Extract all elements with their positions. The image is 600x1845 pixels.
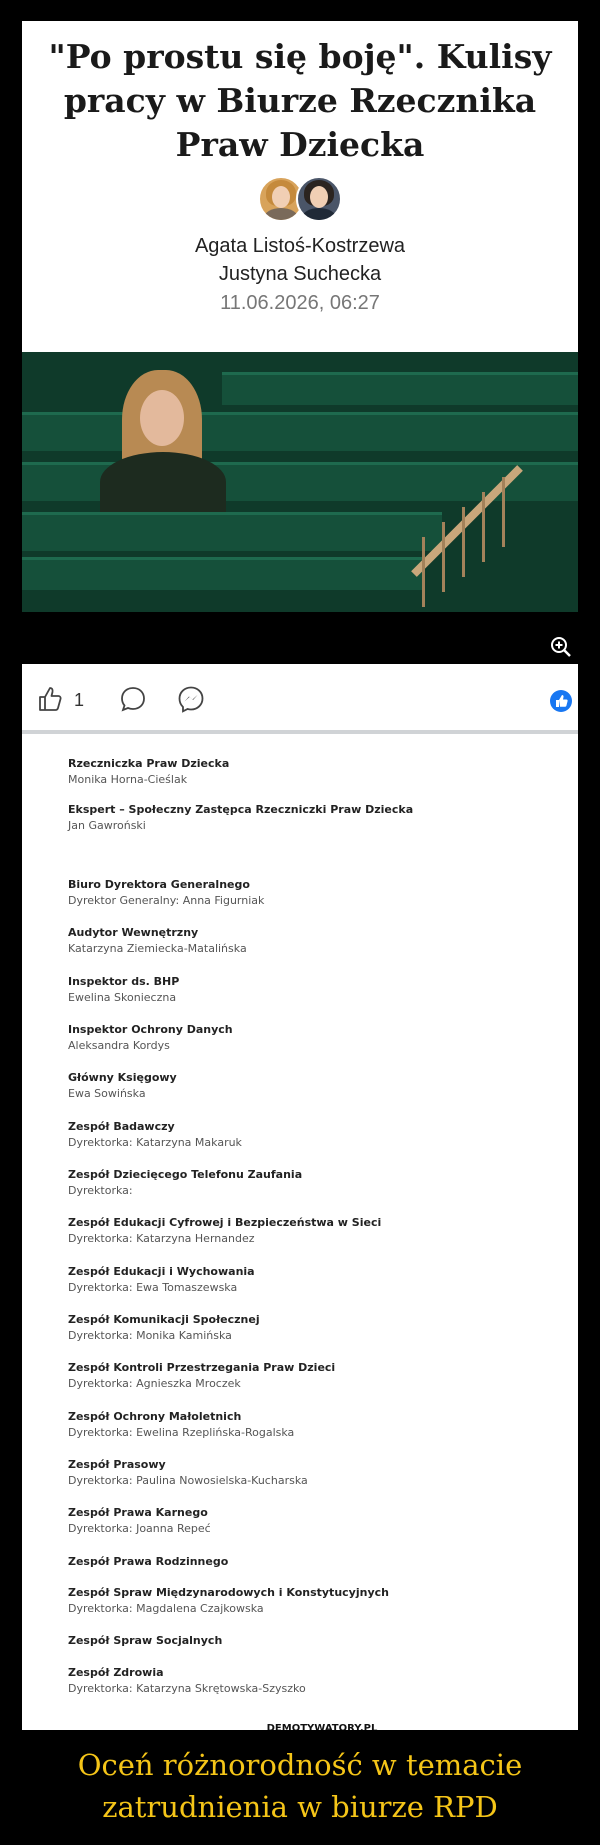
list-item-heading: Zespół Kontroli Przestrzegania Praw Dzieci <box>68 1361 336 1374</box>
list-item <box>68 1119 242 1151</box>
list-item-heading: Zespół Spraw Socjalnych <box>68 1634 223 1647</box>
list-item-heading: Zespół Zdrowia <box>68 1666 164 1679</box>
publish-date: 11.06.2026, 06:27 <box>220 292 380 314</box>
list-item-person: Aleksandra Kordys <box>68 1039 170 1052</box>
list-item-person: Ewelina Skonieczna <box>68 991 177 1004</box>
list-item <box>68 1554 228 1570</box>
list-item <box>68 1585 389 1617</box>
list-item-person: Dyrektorka: Ewa Tomaszewska <box>68 1281 238 1294</box>
list-item-person: Katarzyna Ziemiecka-Matalińska <box>68 942 247 955</box>
list-item-heading: Zespół Edukacji i Wychowania <box>68 1265 255 1278</box>
comment-icon[interactable] <box>118 684 148 714</box>
list-item <box>68 1264 255 1296</box>
watermark: DEMOTYWATORY.PL <box>248 1722 396 1730</box>
list-item-heading: Zespół Spraw Międzynarodowych i Konstytucyjnych <box>68 1586 389 1599</box>
list-item-person: Dyrektorka: Katarzyna Makaruk <box>68 1136 242 1149</box>
list-item-person: Ewa Sowińska <box>68 1087 146 1100</box>
author-name-1[interactable]: Agata Listoś-Kostrzewa <box>194 235 406 257</box>
list-item-person: Monika Horna-Cieślak <box>68 773 188 786</box>
list-item-person: Jan Gawroński <box>68 819 146 832</box>
list-item-person: Dyrektorka: Paulina Nowosielska-Kucharska <box>68 1474 308 1487</box>
author-avatar-2[interactable] <box>296 176 342 222</box>
list-item <box>68 1312 260 1344</box>
like-count: 1 <box>74 690 85 710</box>
list-item-heading: Zespół Prawa Rodzinnego <box>68 1555 229 1568</box>
section-divider <box>22 730 578 734</box>
list-item-heading: Inspektor ds. BHP <box>68 975 180 988</box>
messenger-icon[interactable] <box>176 684 206 714</box>
parliament-scene-image <box>22 352 578 612</box>
list-item-heading: Inspektor Ochrony Danych <box>68 1023 233 1036</box>
facebook-like-icon[interactable] <box>550 690 572 712</box>
list-item-heading: Rzeczniczka Praw Dziecka <box>68 757 230 770</box>
list-item <box>68 1360 335 1392</box>
list-item-heading: Zespół Komunikacji Społecznej <box>68 1313 260 1326</box>
list-item-person: Dyrektorka: Monika Kamińska <box>68 1329 232 1342</box>
meme-caption: Oceń różnorodność w temacie zatrudnienia w biurze RPD <box>77 1748 523 1824</box>
list-item <box>68 802 413 834</box>
list-item-person: Dyrektor Generalny: Anna Figurniak <box>68 894 265 907</box>
list-item <box>68 1215 381 1247</box>
list-item-heading: Zespół Prasowy <box>68 1458 166 1471</box>
list-item <box>68 1633 222 1649</box>
zoom-in-icon[interactable] <box>550 636 572 658</box>
list-item-heading: Główny Księgowy <box>68 1071 177 1084</box>
list-item <box>68 1022 233 1054</box>
list-item-person: Dyrektorka: Ewelina Rzeplińska-Rogalska <box>68 1426 295 1439</box>
article-title: "Po prostu się boję". Kulisy pracy w Biurze Rzecznika Praw Dziecka <box>48 37 552 164</box>
list-item <box>68 756 229 788</box>
list-item <box>68 1070 177 1102</box>
list-item-heading: Zespół Ochrony Małoletnich <box>68 1410 242 1423</box>
list-item <box>68 1457 308 1489</box>
list-item <box>68 1167 302 1199</box>
list-item-heading: Zespół Edukacji Cyfrowej i Bezpieczeństwa w Sieci <box>68 1216 382 1229</box>
list-item <box>68 1409 294 1441</box>
list-item <box>68 1665 306 1697</box>
list-item-person: Dyrektorka: Katarzyna Skrętowska-Szyszko <box>68 1682 306 1695</box>
list-item-heading: Ekspert – Społeczny Zastępca Rzeczniczki Praw Dziecka <box>68 803 414 816</box>
author-avatars[interactable] <box>258 176 342 220</box>
list-item-heading: Zespół Prawa Karnego <box>68 1506 208 1519</box>
list-item-person: Dyrektorka: Magdalena Czajkowska <box>68 1602 264 1615</box>
list-item <box>68 925 247 957</box>
list-item <box>68 877 264 909</box>
list-item-person: Dyrektorka: Joanna Repeć <box>68 1522 211 1535</box>
thumbs-up-icon[interactable] <box>36 684 66 714</box>
reaction-bar <box>22 680 578 720</box>
list-item <box>68 1505 211 1537</box>
article-card <box>22 21 578 1730</box>
list-item-person: Dyrektorka: Agnieszka Mroczek <box>68 1377 241 1390</box>
list-item-heading: Audytor Wewnętrzny <box>68 926 199 939</box>
list-item-person: Dyrektorka: Katarzyna Hernandez <box>68 1232 255 1245</box>
author-name-2[interactable]: Justyna Suchecka <box>218 263 382 285</box>
list-item <box>68 974 179 1006</box>
list-item-person: Dyrektorka: <box>68 1184 133 1197</box>
list-item-heading: Zespół Badawczy <box>68 1120 175 1133</box>
article-photo[interactable] <box>22 352 578 664</box>
list-item-heading: Zespół Dziecięcego Telefonu Zaufania <box>68 1168 303 1181</box>
list-item-heading: Biuro Dyrektora Generalnego <box>68 878 250 891</box>
